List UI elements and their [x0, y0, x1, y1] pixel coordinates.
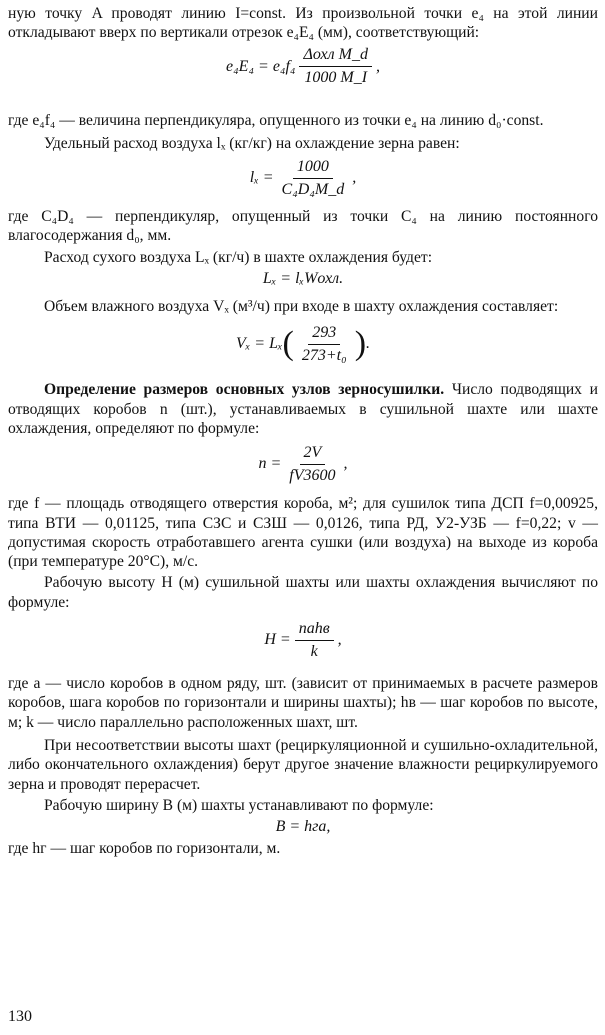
paragraph-dry-air: Расход сухого воздуха Lₓ (кг/ч) в шахте охлаждения будет:: [44, 248, 433, 266]
formula-H: [8, 612, 598, 668]
fraction-numerator: Δохл M_d: [299, 45, 371, 67]
paragraph-intro: ную точку A проводят линию I=const. Из произвольной точки e₄ на этой линии откладывают вверх по вертикали отрезок e₄E₄ (мм), соответствующий:: [8, 5, 598, 42]
formula-lhs: lₓ =: [249, 169, 274, 187]
formula-lx: [8, 153, 598, 203]
formula-lhs: H =: [264, 631, 291, 649]
formula-lhs: e₄E₄ = e₄f₄: [226, 57, 296, 75]
paragraph-moist-air: Объем влажного воздуха Vₓ (м³/ч) при входе в шахту охлаждения составляет:: [44, 298, 559, 316]
formula-lhs: n =: [258, 455, 282, 473]
paragraph-mismatch: При несоответствии высоты шахт (рециркуляционной и сушильно-охладительной, либо окончательного охлаждения) берут другое значение влажности рециркулируемого зерна и проводят перерасчет.: [8, 736, 598, 793]
fraction-denominator: fV3600: [289, 466, 336, 484]
paragraph-area-f: где f — площадь отводящего отверстия короба, м²; для сушилок типа ДСП f=0,00925, типа ВТИ — 0,01125, типа СЗС и СЗШ — 0,0126, типа РД, У2-УЗБ — f=0,22; v — допустимая скорость отработавшего агента сушки (или воздуха) на выходе из короба (при температуре 20°С), м/с.: [8, 495, 598, 571]
formula-n: [8, 438, 598, 490]
formula-fraction: [295, 619, 334, 662]
page-number: 130: [8, 1008, 32, 1025]
paragraph-height: Рабочую высоту H (м) сушильной шахты или шахты охлаждения вычисляют по формуле:: [8, 574, 598, 611]
formula-tail: ,: [337, 631, 342, 649]
paragraph-hg: где hг — шаг коробов по горизонтали, м.: [8, 840, 281, 858]
fraction-denominator: C₄D₄M_d: [281, 180, 345, 198]
formula-fraction: [278, 157, 349, 200]
fraction-numerator: 2V: [300, 443, 326, 465]
fraction-numerator: nahв: [295, 619, 334, 641]
formula-tail: ,: [352, 169, 357, 187]
formula-B: [8, 815, 598, 839]
formula-fraction: [285, 443, 339, 486]
formula-tail: ,: [343, 455, 348, 473]
formula-fraction: [299, 45, 371, 88]
fraction-denominator: k: [310, 642, 318, 660]
page-body: [8, 4, 598, 858]
paragraph-width: Рабочую ширину B (м) шахты устанавливают по формуле:: [44, 796, 434, 814]
paragraph-c4d4: где C₄D₄ — перпендикуляр, опущенный из точки C₄ на линию постоянного влагосодержания d₀, мм.: [8, 208, 598, 245]
formula-Vx: Vₓ = Lₓ ( $\frac{293}{\text{273+t₀}}$ ) .: [235, 323, 371, 364]
formula-e4E4: [8, 43, 598, 91]
formula-tail: ,: [375, 57, 380, 75]
paragraph-e4f4: где e₄f₄ — величина перпендикуляра, опущенного из точки e₄ на линию d₀·const.: [8, 111, 544, 129]
section-text: Число подводящих и отводящих коробов n (шт.), устанавливаемых в сушильной шахте или шахте охлаждения, определяют по формуле:: [8, 381, 598, 437]
formula-text: Lₓ = lₓWохл.: [262, 270, 344, 288]
fraction-denominator: 1000 M_I: [304, 69, 368, 87]
formula-lhs: Vₓ = Lₓ: [235, 335, 283, 353]
paragraph-a-count: где a — число коробов в одном ряду, шт. (зависит от принимаемых в расчете размеров коробов, шага коробов по горизонтали и ширины шахты); hв — шаг коробов по высоте, м; k — число параллельно расположенных шахт, шт.: [8, 675, 598, 731]
formula-tail: .: [366, 335, 371, 353]
formula-text: B = hгa,: [275, 818, 331, 836]
fraction-numerator: 1000: [293, 157, 333, 179]
fraction-denominator: 273+t₀: [301, 346, 347, 364]
paragraph-sizes: [8, 380, 598, 438]
formula-Lx: [8, 267, 598, 291]
paragraph-specific-air: Удельный расход воздуха lₓ (кг/кг) на охлаждение зерна равен:: [44, 134, 460, 152]
fraction-numerator: 293: [308, 323, 340, 345]
formula-fraction: [298, 323, 351, 366]
section-heading: Определение размеров основных узлов зерносушилки.: [44, 381, 445, 399]
